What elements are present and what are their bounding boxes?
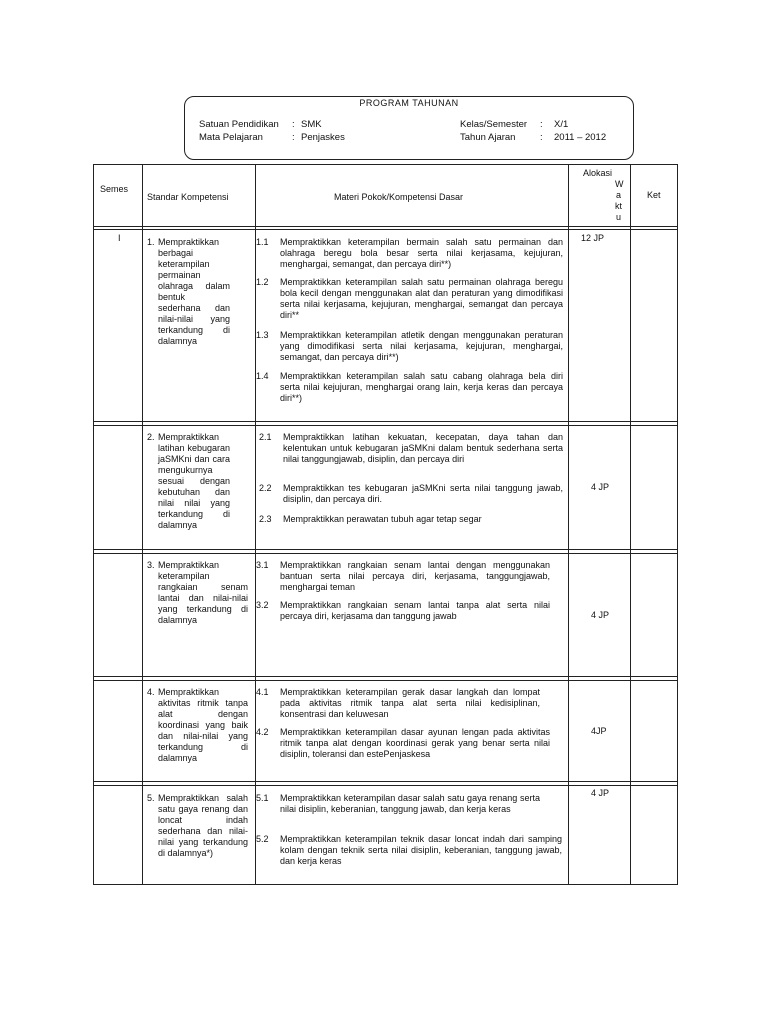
header-box: [184, 96, 634, 160]
col-divider: [630, 165, 631, 884]
mapel-value: Penjaskes: [301, 132, 345, 143]
semester-value: I: [118, 233, 121, 243]
header-standar: Standar Kompetensi: [147, 192, 229, 202]
tahun-value: 2011 – 2012: [554, 132, 607, 143]
satuan-label: Satuan Pendidikan: [199, 119, 279, 130]
kd-text: Mempraktikkan keterampilan dasar salah satu gaya renang serta nilai disiplin, keberanian, tanggung jawab, dan kerja keras: [280, 793, 540, 814]
col-divider: [142, 165, 143, 884]
sk-text: Mempraktikkan salah satu gaya renang dan loncat indah sederhana dan nilai-nilai yang terkandung di dalamnya*): [158, 793, 248, 858]
kelas-sep: :: [540, 119, 543, 130]
alokasi-waktu: 12 JP: [581, 233, 605, 243]
kd-text: Mempraktikkan rangkaian senam lantai tanpa alat serta nilai percaya diri, kerjasama dan tanggung jawab: [280, 600, 550, 621]
kd-text: Mempraktikkan keterampilan dasar ayunan lengan pada aktivitas ritmik tanpa alat dengan koordinasi gerak yang benar serta nilai disiplin, toleransi dan estePenjaskesa: [280, 727, 550, 759]
kompetensi-dasar: [256, 330, 563, 363]
kompetensi-dasar: [256, 277, 563, 321]
satuan-sep: :: [292, 119, 295, 130]
mapel-sep: :: [292, 132, 295, 143]
kd-text: Mempraktikkan keterampilan bermain salah satu permainan dan olahraga beregu bola besar serta nilai kerjasama, kejujuran, menghargai, semangat, dan percaya diri**): [280, 237, 563, 269]
row-divider: [94, 421, 677, 422]
kd-text: Mempraktikkan keterampilan atletik dengan menggunakan peraturan yang dimodifikasi serta nilai kerjasama, kejujuran, menghargai, semangat, dan percaya diri**): [280, 330, 563, 362]
kd-number: 1.1: [256, 237, 269, 247]
row-divider: [94, 226, 677, 227]
kompetensi-dasar: [259, 483, 563, 505]
sk-number: 3.: [147, 560, 155, 570]
sk-number: 2.: [147, 432, 155, 442]
kompetensi-dasar: [256, 793, 540, 815]
satuan-value: SMK: [301, 119, 322, 130]
kd-text: Mempraktikkan keterampilan salah satu permainan olahraga beregu bola kecil dengan menggunakan alat dan peraturan yang dimodifikasi serta nilai kerjasama, kejujuran, menghargai, semangat dan percaya diri**: [280, 277, 563, 320]
kd-number: 1.4: [256, 371, 269, 381]
sk-number: 5.: [147, 793, 155, 803]
standar-kompetensi: [147, 687, 248, 764]
sk-text: Mempraktikkan aktivitas ritmik tanpa alat dengan koordinasi yang baik dan nilai-nilai yang terkandung di dalamnya: [158, 687, 248, 763]
alokasi-waktu: 4 JP: [591, 482, 610, 492]
document-title: PROGRAM TAHUNAN: [359, 98, 459, 108]
alokasi-waktu: 4JP: [591, 726, 607, 736]
standar-kompetensi: [147, 793, 248, 859]
kd-number: 2.2: [259, 483, 272, 493]
kd-number: 1.3: [256, 330, 269, 340]
kd-text: Mempraktikkan tes kebugaran jaSMKni serta nilai tanggung jawab, disiplin, dan percaya diri.: [283, 483, 563, 504]
header-alokasi: Alokasi: [583, 168, 613, 178]
col-divider: [255, 165, 256, 884]
tahun-sep: :: [540, 132, 543, 143]
kd-number: 5.1: [256, 793, 269, 803]
sk-number: 1.: [147, 237, 155, 247]
header-semes: Semes: [100, 184, 129, 194]
kompetensi-dasar: [256, 687, 540, 720]
kompetensi-dasar: [256, 237, 563, 270]
standar-kompetensi: [147, 432, 230, 531]
kd-number: 3.1: [256, 560, 269, 570]
header-ket: Ket: [647, 190, 661, 200]
header-waktu-w: W: [615, 179, 624, 189]
col-divider: [568, 165, 569, 884]
kd-number: 4.1: [256, 687, 269, 697]
kd-text: Mempraktikkan keterampilan gerak dasar langkah dan lompat pada aktivitas ritmik tanpa alat serta nilai kedisiplinan, konsentrasi dan keluwesan: [280, 687, 540, 719]
header-waktu-kt: kt: [615, 201, 623, 211]
kd-text: Mempraktikkan keterampilan teknik dasar loncat indah dari samping kolam dengan teknik serta nilai disiplin, keberanian, tanggung jawab, dan kerja keras: [280, 834, 562, 866]
header-materi: Materi Pokok/Kompetensi Dasar: [334, 192, 464, 202]
row-divider: [94, 549, 677, 550]
kd-text: Mempraktikkan rangkaian senam lantai dengan menggunakan bantuan serta nilai percaya diri, kerjasama, tanggungjawab, menghargai teman: [280, 560, 550, 592]
kompetensi-dasar: [256, 834, 562, 867]
kompetensi-dasar: [256, 371, 563, 404]
kelas-label: Kelas/Semester: [460, 119, 528, 130]
kd-text: Mempraktikkan keterampilan salah satu cabang olahraga bela diri serta nilai kejujuran, menghargai orang lain, kerja keras dan percaya diri**): [280, 371, 563, 403]
kompetensi-dasar: [259, 432, 563, 465]
alokasi-waktu: 4 JP: [591, 610, 610, 620]
alokasi-waktu: 4 JP: [591, 788, 610, 798]
header-waktu-a: a: [616, 190, 622, 200]
row-divider: [94, 676, 677, 677]
standar-kompetensi: [147, 560, 248, 626]
kd-number: 2.1: [259, 432, 272, 442]
kompetensi-dasar: [256, 560, 550, 593]
kd-number: 4.2: [256, 727, 269, 737]
kd-number: 1.2: [256, 277, 269, 287]
header-waktu-u: u: [616, 212, 622, 222]
kd-number: 2.3: [259, 514, 272, 524]
standar-kompetensi: [147, 237, 230, 347]
tahun-label: Tahun Ajaran: [460, 132, 516, 143]
kompetensi-dasar: [256, 727, 550, 760]
kd-number: 3.2: [256, 600, 269, 610]
kd-text: Mempraktikkan latihan kekuatan, kecepatan, daya tahan dan kelentukan untuk kebugaran jaSMKni dalam bentuk sederhana serta nilai tanggungjawab, disiplin, dan percaya diri: [283, 432, 563, 464]
mapel-label: Mata Pelajaran: [199, 132, 263, 143]
sk-number: 4.: [147, 687, 155, 697]
sk-text: Mempraktikkan berbagai keterampilan permainan olahraga dalam bentuk sederhana dan nilai-nilai yang terkandung di dalamnya: [158, 237, 230, 346]
kd-text: Mempraktikkan perawatan tubuh agar tetap segar: [283, 514, 482, 524]
row-divider: [94, 781, 677, 782]
program-table: [93, 164, 678, 885]
sk-text: Mempraktikkan latihan kebugaran jaSMKni dan cara mengukurnya sesuai dengan kebutuhan dan nilai nilai yang terkandung di dalamnya: [158, 432, 230, 530]
kelas-value: X/1: [554, 119, 569, 130]
kd-number: 5.2: [256, 834, 269, 844]
kompetensi-dasar: [256, 600, 550, 622]
sk-text: Mempraktikkan keterampilan rangkaian senam lantai dan nilai-nilai yang terkandung di dalamnya: [158, 560, 248, 625]
kompetensi-dasar: [259, 514, 563, 525]
